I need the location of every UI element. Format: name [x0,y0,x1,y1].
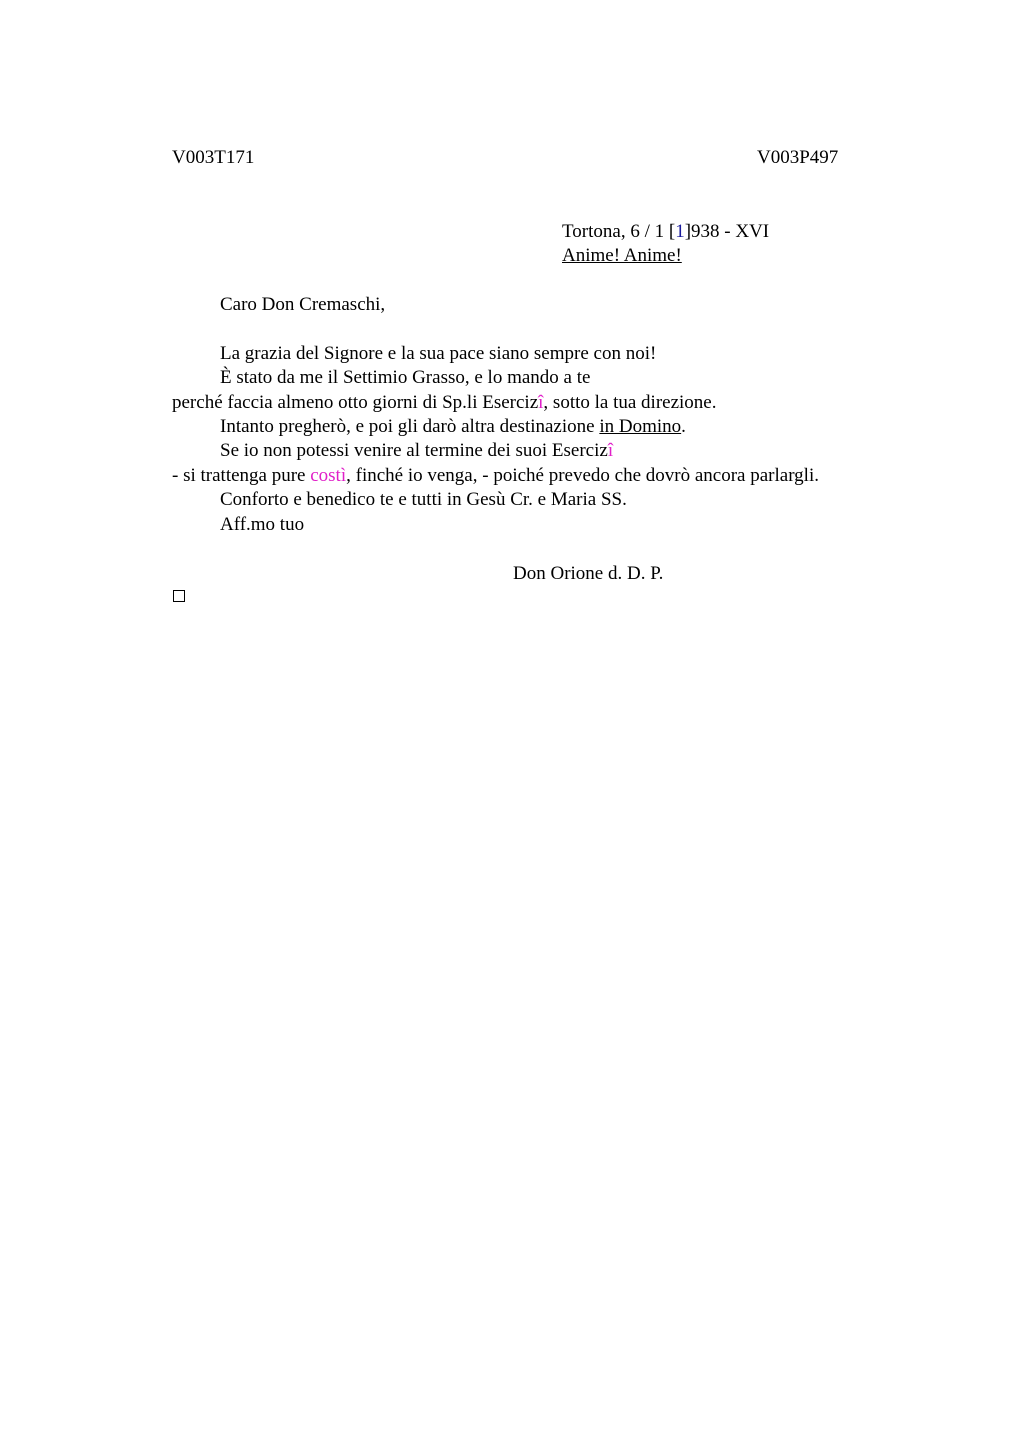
dateline [562,220,769,244]
dateline-year-digit: 1 [675,221,685,242]
dateline-year-rest: ]938 - XVI [684,221,770,242]
body-line-4 [220,415,686,439]
body-line-3-text: perché faccia almeno otto giorni di Sp.li Eserciz [172,392,539,413]
body-line-1: La grazia del Signore e la sua pace siano sempre con noi! [220,343,657,364]
body-line-6-highlight: costì [310,465,347,486]
body-line-5 [220,439,613,463]
body-line-5-highlight: î [607,440,614,461]
dateline-place-date: Tortona, 6 / 1 [ [562,221,676,242]
motto: Anime! Anime! [562,245,682,266]
closing: Aff.mo tuo [220,514,305,535]
body-line-3-highlight: î [538,392,544,413]
salutation: Caro Don Cremaschi, [220,294,386,315]
body-line-5-text: Se io non potessi venire al termine dei suoi Eserciz [220,440,608,461]
body-line-6-rest: , finché io venga, - poiché prevedo che dovrò ancora parlargli. [346,465,819,486]
end-marker-box [173,590,185,602]
body-line-4-rest: . [681,416,686,437]
body-line-6 [172,464,819,488]
body-line-3-rest: , sotto la tua direzione. [543,392,717,413]
document-code-left: V003T171 [172,147,255,168]
document-code-right: V003P497 [757,147,839,168]
signature: Don Orione d. D. P. [513,563,664,584]
body-line-7: Conforto e benedico te e tutti in Gesù Cr. e Maria SS. [220,489,627,510]
body-line-4-text: Intanto pregherò, e poi gli darò altra destinazione [220,416,600,437]
body-line-4-underlined: in Domino [599,416,682,437]
body-line-2: È stato da me il Settimio Grasso, e lo mando a te [220,367,591,388]
body-line-3 [172,391,716,415]
body-line-6-text: - si trattenga pure [172,465,311,486]
